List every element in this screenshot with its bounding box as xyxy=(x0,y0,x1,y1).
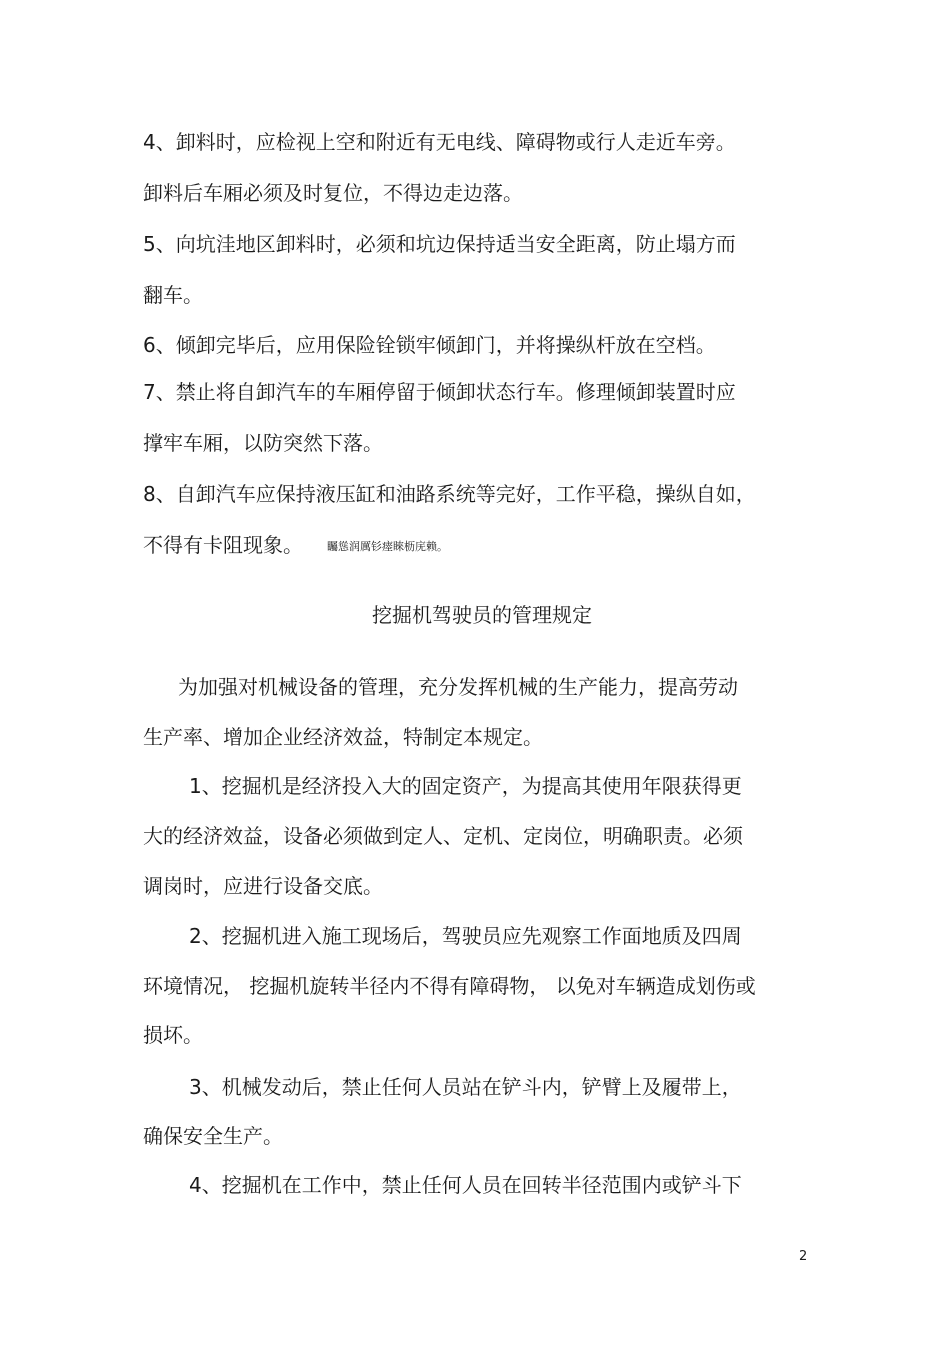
paragraph-line: 4、挖掘机在工作中，禁止任何人员在回转半径范围内或铲斗下 xyxy=(189,1173,742,1197)
paragraph-line: 1、挖掘机是经济投入大的固定资产，为提高其使用年限获得更 xyxy=(189,774,742,798)
paragraph-line: 翻车。 xyxy=(143,283,203,307)
paragraph-line: 撑牢车厢，以防突然下落。 xyxy=(143,431,383,455)
paragraph-line: 2、挖掘机进入施工现场后，驾驶员应先观察工作面地质及四周 xyxy=(189,924,742,948)
page-number: 2 xyxy=(799,1249,808,1264)
paragraph-line: 为加强对机械设备的管理，充分发挥机械的生产能力，提高劳动 xyxy=(178,675,738,699)
paragraph-line: 卸料后车厢必须及时复位，不得边走边落。 xyxy=(143,181,523,205)
paragraph-line: 确保安全生产。 xyxy=(143,1124,283,1148)
paragraph-line: 4、卸料时，应检视上空和附近有无电线、障碍物或行人走近车旁。 xyxy=(143,130,736,154)
paragraph-line: 生产率、增加企业经济效益，特制定本规定。 xyxy=(143,725,543,749)
paragraph-line: 6、倾卸完毕后，应用保险铨锁牢倾卸门，并将操纵杆放在空档。 xyxy=(143,333,716,357)
paragraph-line: 大的经济效益，设备必须做到定人、定机、定岗位，明确职责。必须 xyxy=(143,824,743,848)
paragraph-text: 不得有卡阻现象。 xyxy=(143,533,303,557)
paragraph-line-with-watermark xyxy=(143,532,950,560)
section-title: 挖掘机驾驶员的管理规定 xyxy=(372,603,592,627)
paragraph-line: 5、向坑洼地区卸料时，必须和坑边保持适当安全距离，防止塌方而 xyxy=(143,232,736,256)
paragraph-line: 损坏。 xyxy=(143,1023,203,1047)
paragraph-line: 环境情况， 挖掘机旋转半径内不得有障碍物， 以免对车辆造成划伤或 xyxy=(143,974,756,998)
watermark-text: 矚慫润厲钐瘗睞枥庑赖。 xyxy=(327,540,448,553)
paragraph-line: 7、禁止将自卸汽车的车厢停留于倾卸状态行车。修理倾卸装置时应 xyxy=(143,380,736,404)
paragraph-line: 3、机械发动后，禁止任何人员站在铲斗内，铲臂上及履带上， xyxy=(189,1075,742,1099)
paragraph-line: 调岗时，应进行设备交底。 xyxy=(143,874,383,898)
paragraph-line: 8、自卸汽车应保持液压缸和油路系统等完好，工作平稳，操纵自如， xyxy=(143,482,756,506)
